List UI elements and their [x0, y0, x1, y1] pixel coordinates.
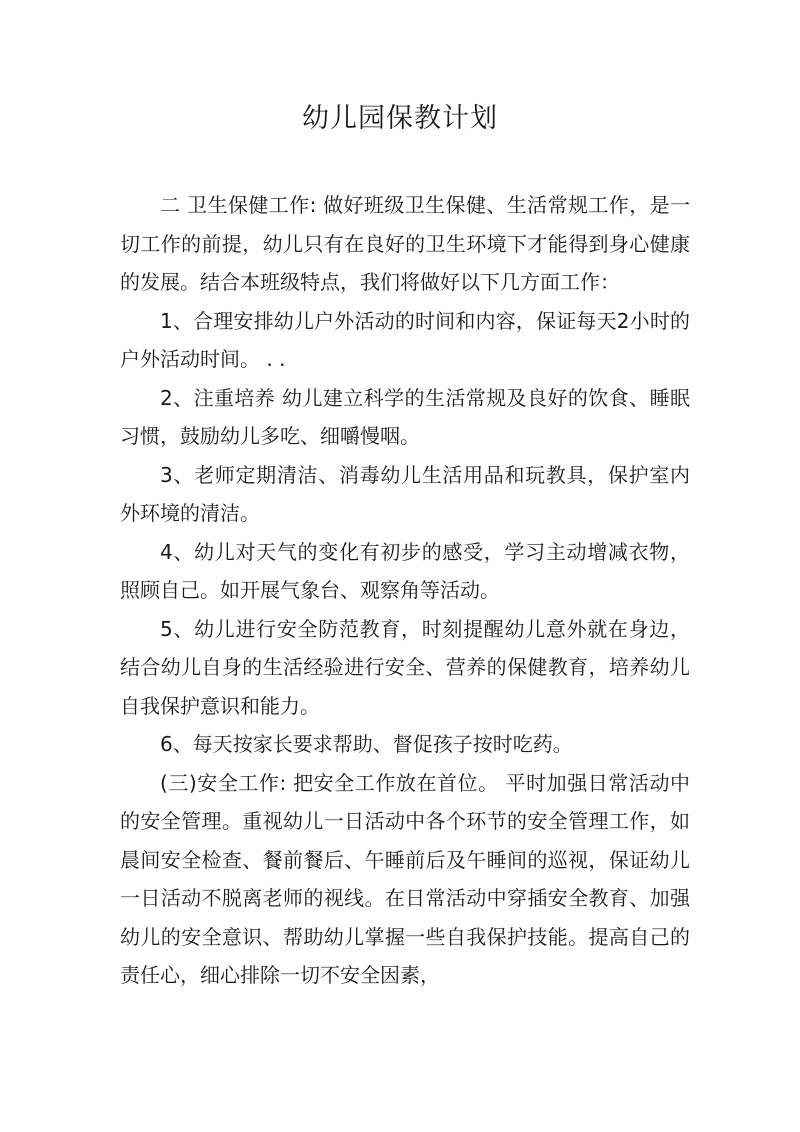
document-body [120, 186, 690, 995]
paragraph-safety-work: (三)安全工作: 把安全工作放在首位。 平时加强日常活动中的安全管理。重视幼儿一日活动中各个环节的安全管理工作，如晨间安全检查、餐前餐后、午睡前后及午睡间的巡视，保证幼儿一日活动不脱离老师的视线。在日常活动中穿插安全教育、加强幼儿的安全意识、帮助幼儿掌握一些自我保护技能。提高自己的责任心，细心排除一切不安全因素， [120, 770, 690, 987]
document-title: 幼儿园保教计划 [302, 103, 498, 134]
paragraph-item-2: 2、注重培养 幼儿建立科学的生活常规及良好的饮食、睡眠习惯，鼓励幼儿多吃、细嚼慢咽。 [120, 385, 690, 448]
paragraph-item-4: 4、幼儿对天气的变化有初步的感受，学习主动增减衣物，照顾自己。如开展气象台、观察角等活动。 [120, 539, 690, 602]
paragraph-item-1: 1、合理安排幼儿户外活动的时间和内容，保证每天2小时的户外活动时间。 . . [120, 308, 690, 371]
paragraph-item-3: 3、老师定期清洁、消毒幼儿生活用品和玩教具，保护室内外环境的清洁。 [120, 462, 690, 525]
paragraph-hygiene-intro: 二 卫生保健工作: 做好班级卫生保健、生活常规工作，是一切工作的前提，幼儿只有在良好的卫生环境下才能得到身心健康的发展。结合本班级特点，我们将做好以下几方面工作： [120, 193, 690, 294]
paragraph-item-5: 5、幼儿进行安全防范教育，时刻提醒幼儿意外就在身边，结合幼儿自身的生活经验进行安全、营养的保健教育，培养幼儿自我保护意识和能力。 [120, 616, 690, 718]
paragraph-item-6: 6、每天按家长要求帮助、督促孩子按时吃药。 [160, 732, 573, 756]
